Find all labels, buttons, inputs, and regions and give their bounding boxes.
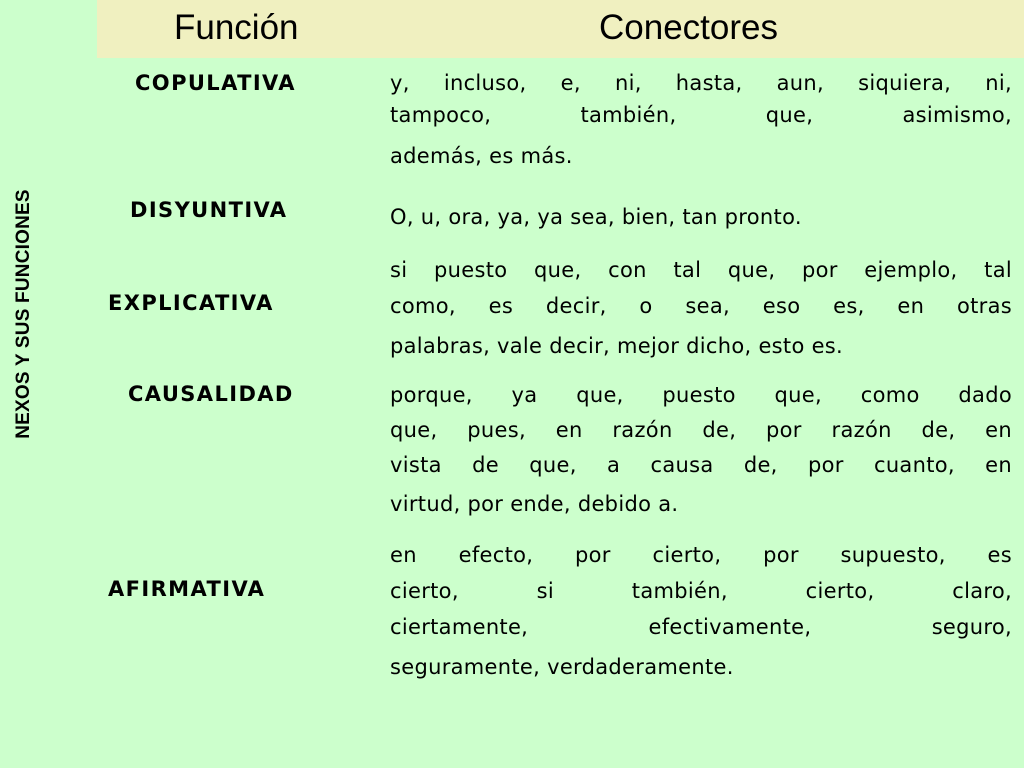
conector-line: palabras, vale decir, mejor dicho, esto es. — [390, 334, 844, 358]
conectores-disyuntiva — [390, 201, 1012, 233]
funcion-afirmativa: AFIRMATIVA — [108, 577, 266, 601]
funcion-causalidad: CAUSALIDAD — [128, 382, 294, 406]
conectores-copulativa — [390, 67, 1012, 172]
conector-line: seguramente, verdaderamente. — [390, 655, 734, 679]
funcion-copulativa: COPULATIVA — [135, 71, 296, 95]
conectores-causalidad — [390, 378, 1012, 522]
conector-line: y, incluso, e, ni, hasta, aun, siquiera, ni, — [390, 71, 1012, 95]
conector-line: virtud, por ende, debido a. — [390, 492, 679, 516]
funcion-explicativa: EXPLICATIVA — [108, 291, 274, 315]
side-title: NEXOS Y SUS FUNCIONES — [13, 189, 34, 439]
conector-line: porque, ya que, puesto que, como dado — [390, 383, 1012, 407]
conector-line: cierto, si también, cierto, claro, — [390, 579, 1012, 603]
conector-line: además, es más. — [390, 144, 573, 168]
conector-line: que, pues, en razón de, por razón de, en — [390, 418, 1012, 442]
conector-line: en efecto, por cierto, por supuesto, es — [390, 543, 1012, 567]
conector-line: ciertamente, efectivamente, seguro, — [390, 615, 1012, 639]
conectores-explicativa — [390, 252, 1012, 364]
header-conectores: Conectores — [599, 8, 778, 47]
conector-line: como, es decir, o sea, eso es, en otras — [390, 294, 1012, 318]
funcion-disyuntiva: DISYUNTIVA — [130, 198, 288, 222]
header-funcion: Función — [174, 8, 299, 47]
conector-line: O, u, ora, ya, ya sea, bien, tan pronto. — [390, 205, 802, 229]
conector-line: tampoco, también, que, asimismo, — [390, 103, 1012, 127]
conectores-afirmativa — [390, 537, 1012, 685]
conector-line: vista de que, a causa de, por cuanto, en — [390, 453, 1012, 477]
conector-line: si puesto que, con tal que, por ejemplo, tal — [390, 258, 1012, 282]
